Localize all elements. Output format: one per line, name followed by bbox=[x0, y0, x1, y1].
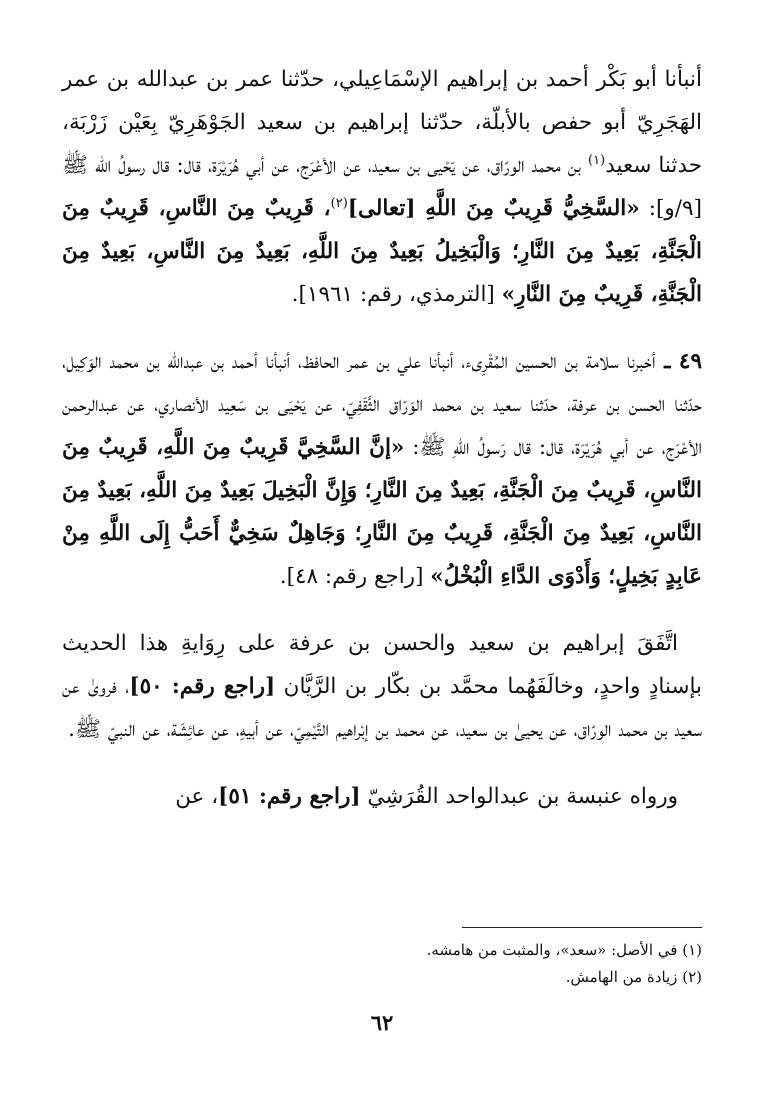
footnote-text: زيادة من الهامش. bbox=[565, 968, 678, 986]
cross-reference: [راجع رقم: ٥١] bbox=[218, 784, 361, 809]
isnad-text: أخبرنا سلامة بن الحسين المُقْرِىء، أنبأنا علي بن عمر الحافظ، أنبأنا أحمد بن عبدالله بن محمد الوَكِيل، حدّثنا الحسن بن عرفة، حدّثنا سعيد بن محمد الوَرّاق الثَّقَفِيّ، عن يَحْيَى بن سَعِيد الأنصاري، عن عبدالرحمن الأعْرَج، عن أبي هُرَيْرَة، قال: قال رَسولُ اللّهِ ﷺ: bbox=[62, 349, 702, 460]
commentary-text-cont: ، فروىٰ عن سعيد بن محمد الورّاق، عن يحيىٰ بن سعيد، عن محمد بن إبْراهيم التَّيْمِيّ، عن أبيهِ، عن عائِشَة، عن النبيّ ﷺ. bbox=[62, 674, 702, 742]
page-body bbox=[62, 58, 702, 818]
footnotes bbox=[62, 937, 702, 991]
footnote-number: (١) bbox=[682, 941, 702, 959]
footnote-1 bbox=[62, 937, 702, 964]
paragraph-continuation bbox=[62, 775, 702, 818]
footnote-2 bbox=[62, 964, 702, 991]
page-number: ٦٢ bbox=[370, 1010, 394, 1035]
hadith-text: «إنَّ السَّخِيَّ قَرِيبٌ مِنَ اللَّهِ، قَرِيبٌ مِنَ النَّاسِ، قَرِيبٌ مِنَ الْجَنَّةِ، بَعِيدٌ مِنَ النَّارِ؛ وَإِنَّ الْبَخِيلَ بَعِيدٌ مِنَ اللَّهِ، بَعِيدٌ مِنَ النَّاسِ، بَعِيدٌ مِنَ الْجَنَّةِ، قَرِيبٌ مِنَ النَّارِ؛ وَجَاهِلٌ سَخِيٌّ أَحَبُّ إِلَى اللَّهِ مِنْ عَابِدٍ بَخِيلٍ؛ وَأَدْوَى الدَّاءِ الْبُخْلُ» bbox=[62, 435, 702, 589]
source-reference: [راجع رقم: ٤٨]. bbox=[279, 564, 431, 589]
footnote-number: (٢) bbox=[682, 968, 702, 986]
paragraph-49 bbox=[62, 340, 702, 598]
source-reference: [الترمذي، رقم: ١٩٦١]. bbox=[291, 282, 502, 307]
commentary-text-cont: ، عن bbox=[175, 784, 219, 809]
commentary-text: اتَّفَقَ إبراهيم بن سعيد والحسن بن عرفة على رِوَايةِ هذا الحديث بإسنادٍ واحدٍ، وخالَفَهُما محمَّد بن بكّار بن الرَّيَّان bbox=[62, 631, 702, 699]
paragraph-commentary bbox=[62, 622, 702, 751]
hadith-number: ٤٩ ـ bbox=[655, 349, 702, 374]
isnad-text: أنبأنا أبو بَكْر أحمد بن إبراهيم الإسْمَاعِيلي، حدّثنا عمر بن عبدالله بن عمر الهَجَرِيّ أبو حفص بالأبلّة، حدّثنا إبراهيم بن سعيد الجَوْهَرِيّ بِعَيْن زَرْبَة، حدثنا سعيد bbox=[62, 67, 702, 178]
hadith-text: «السَّخِيُّ قَرِيبٌ مِنَ اللَّهِ [تعالى] bbox=[347, 196, 640, 221]
isnad-text-cont: بن محمد الورّاق، عن يَحْيى بن سعيد، عن الأعْرَج، عن أبي هُرَيْرَة، قال: قال رسولُ الله ﷺ [٩/و]: bbox=[62, 153, 702, 221]
paragraph-48-isnad bbox=[62, 58, 702, 316]
footnote-text: في الأصل: «سعد»، والمثبت من هامشه. bbox=[426, 941, 678, 959]
cross-reference: [راجع رقم: ٥٠] bbox=[129, 674, 276, 699]
commentary-text: ورواه عنبسة بن عبدالواحد القُرَشِيّ bbox=[360, 784, 678, 809]
hadith-text-cont: ، قَرِيبٌ مِنَ النَّاسِ، قَرِيبٌ مِنَ الْجَنَّةِ، بَعِيدٌ مِنَ النَّارِ؛ وَالْبَخِيلُ بَعِيدٌ مِنَ اللَّهِ، بَعِيدٌ مِنَ النَّاسِ، بَعِيدٌ مِنَ الْجَنَّةِ، قَرِيبٌ مِنَ النَّارِ» bbox=[62, 196, 702, 307]
footnote-divider bbox=[462, 927, 702, 928]
footnote-ref-1[interactable]: (١) bbox=[588, 152, 606, 168]
footnote-ref-2[interactable]: (٢) bbox=[330, 195, 348, 211]
